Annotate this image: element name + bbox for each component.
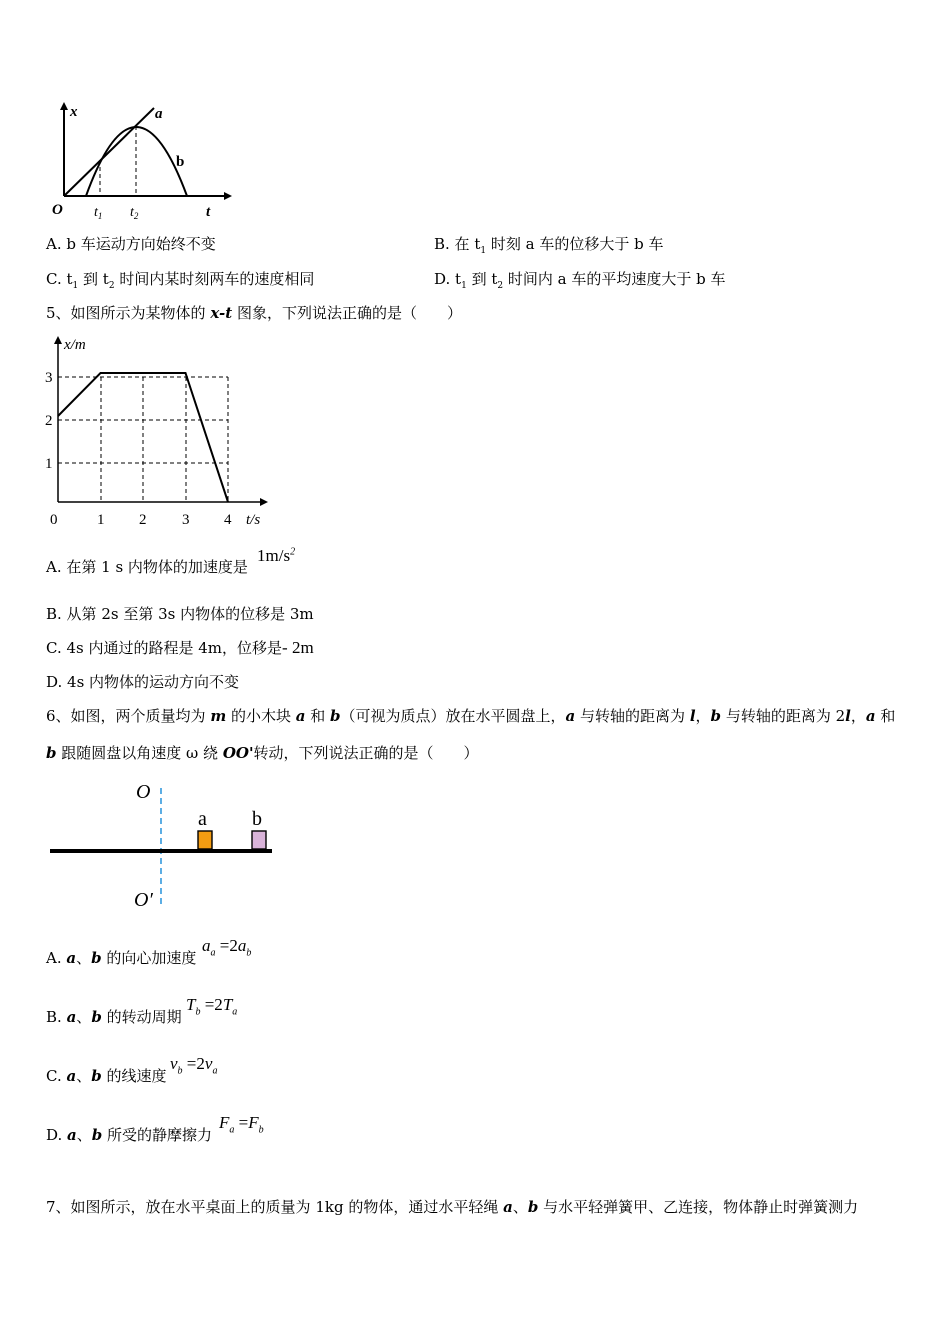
line-a (64, 108, 154, 196)
q6-option-c: C. a、b 的线速度 (46, 1067, 167, 1085)
curve-b-label: b (176, 154, 185, 170)
tick-t2: t (130, 205, 134, 220)
q5-option-d: D. 4s 内物体的运动方向不变 (46, 673, 240, 691)
q6-option-d-formula: $F_a =F_b$ (219, 1113, 264, 1136)
block-b-label: b (252, 808, 262, 830)
q6-option-c-formula: $v_b =2v_a$ (170, 1054, 218, 1077)
svg-text:t2 (130, 205, 139, 221)
q6-option-b: B. a、b 的转动周期 (46, 1008, 182, 1026)
block-a (198, 831, 212, 849)
y-axis-label: x/m (64, 337, 86, 353)
y-tick-3: 3 (45, 370, 53, 386)
q5-option-a: A. 在第 1 s 内物体的加速度是 (46, 558, 248, 576)
tick-t1: t (94, 205, 98, 220)
q6-stem-line1: 6、如图，两个质量均为 m 的小木块 a 和 b（可视为质点）放在水平圆盘上，a 与转轴的距离为 l，b 与转轴的距离为 2l，a 和 (46, 707, 896, 725)
q4-xt-figure (44, 98, 234, 223)
q6-turntable-figure (44, 776, 284, 916)
q5-option-b: B. 从第 2s 至第 3s 内物体的位移是 3m (46, 605, 314, 623)
q6-option-b-formula: $T_b =2T_a$ (186, 995, 238, 1018)
q4-option-b: B. 在 $t_1$ 时刻 a 车的位移大于 b 车 (434, 235, 664, 256)
q5-stem: 5、如图所示为某物体的 x-t 图象，下列说法正确的是（ ） (46, 304, 462, 322)
x-axis-label: t/s (246, 512, 261, 528)
axis-bottom-label: O′ (134, 889, 153, 911)
q7-stem: 7、如图所示，放在水平桌面上的质量为 1kg 的物体，通过水平轻绳 a、b 与水平轻弹簧甲、乙连接，物体静止时弹簧测力 (46, 1198, 859, 1216)
block-b (252, 831, 266, 849)
axis-x-label: t (206, 204, 211, 220)
q5-option-a-formula: $1m/s^2$ (257, 546, 296, 565)
x-tick-0: 0 (50, 512, 58, 528)
x-tick-4: 4 (224, 512, 232, 528)
axis-top-label: O (136, 781, 151, 803)
x-tick-1: 1 (97, 512, 105, 528)
q4-option-c: C. $t_1$ 到 $t_2$ 时间内某时刻两车的速度相同 (46, 270, 315, 291)
tick-t2-sub: 2 (133, 211, 139, 221)
q6-option-d: D. a、b 所受的静摩擦力 (46, 1126, 213, 1144)
q6-option-a-formula: $a_a =2a_b$ (202, 936, 252, 959)
origin-label: O (52, 202, 63, 218)
q4-option-a: A. b 车运动方向始终不变 (46, 235, 216, 253)
q6-option-a: A. a、b 的向心加速度 (46, 949, 197, 967)
y-tick-1: 1 (45, 456, 53, 472)
x-tick-2: 2 (139, 512, 147, 528)
q5-xt-graph (40, 332, 280, 532)
q5-option-c: C. 4s 内通过的路程是 4m，位移是- 2m (46, 638, 314, 657)
block-a-label: a (198, 808, 207, 830)
x-tick-3: 3 (182, 512, 190, 528)
axis-y-label: x (70, 104, 78, 120)
svg-text:t1 (94, 205, 102, 221)
q6-stem-line2: b 跟随圆盘以角速度 ω 绕 OO'转动，下列说法正确的是（ ） (46, 744, 479, 762)
curve-a-label: a (155, 106, 163, 122)
q4-option-d: D. $t_1$ 到 $t_2$ 时间内 a 车的平均速度大于 b 车 (434, 270, 726, 291)
tick-t1-sub: 1 (97, 211, 103, 221)
y-tick-2: 2 (45, 413, 53, 429)
